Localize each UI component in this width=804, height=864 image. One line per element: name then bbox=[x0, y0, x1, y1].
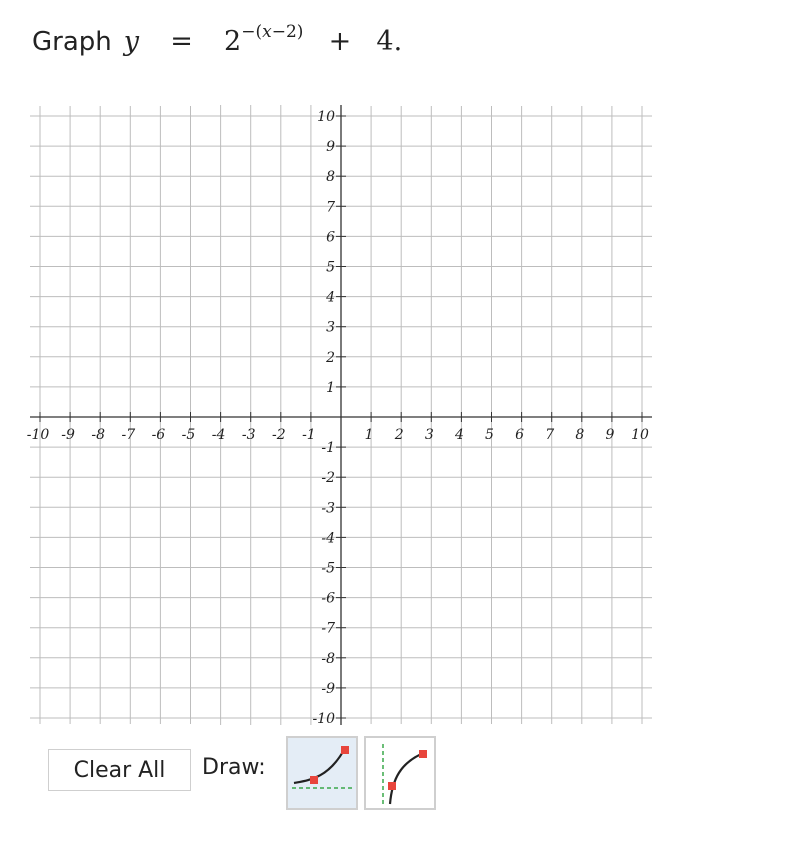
y-tick-label: 3 bbox=[326, 319, 335, 336]
x-tick-label: -1 bbox=[302, 427, 316, 443]
y-tick-label: 8 bbox=[326, 169, 335, 186]
eq-var-y: y bbox=[123, 26, 140, 57]
x-tick-label: 4 bbox=[454, 427, 464, 443]
y-tick-label: -1 bbox=[321, 440, 335, 457]
x-tick-label: -8 bbox=[91, 427, 106, 443]
exponential-tool-button[interactable] bbox=[286, 736, 358, 810]
y-tick-label: 9 bbox=[326, 139, 335, 156]
x-tick-label: 9 bbox=[605, 427, 615, 443]
y-tick-label: -4 bbox=[321, 530, 335, 547]
equation bbox=[124, 22, 402, 57]
x-tick-label: -6 bbox=[151, 427, 166, 443]
y-tick-label: 2 bbox=[326, 349, 335, 366]
y-tick-label: 6 bbox=[326, 229, 335, 246]
eq-equals: = bbox=[170, 26, 193, 57]
x-axis-labels bbox=[27, 427, 649, 443]
y-tick-label: -7 bbox=[321, 620, 335, 637]
logarithmic-tool-button[interactable] bbox=[364, 736, 436, 810]
eq-constant: 4 bbox=[376, 26, 394, 57]
y-tick-label: 4 bbox=[326, 289, 335, 306]
x-tick-label: 7 bbox=[545, 427, 555, 443]
eq-plus: + bbox=[328, 26, 352, 57]
y-tick-label: -10 bbox=[312, 711, 335, 727]
x-tick-label: 5 bbox=[485, 427, 494, 443]
x-tick-label: -3 bbox=[241, 427, 256, 443]
y-tick-label: -8 bbox=[321, 650, 335, 667]
x-tick-label: 2 bbox=[394, 427, 404, 443]
y-tick-label: -5 bbox=[321, 560, 335, 577]
x-tick-label: -4 bbox=[211, 427, 226, 443]
clear-all-button[interactable]: Clear All bbox=[48, 749, 191, 791]
exponential-curve-icon bbox=[288, 738, 356, 808]
eq-exp-prefix: −( bbox=[241, 22, 263, 42]
x-tick-label: -10 bbox=[26, 427, 50, 443]
question-prompt bbox=[32, 22, 402, 66]
eq-exponent bbox=[241, 22, 303, 42]
y-tick-label: -6 bbox=[321, 590, 335, 607]
draw-label: Draw: bbox=[202, 755, 266, 780]
y-tick-label: 7 bbox=[326, 199, 335, 216]
y-tick-label: 10 bbox=[317, 109, 335, 125]
eq-exp-suffix: −2) bbox=[271, 22, 304, 42]
y-tick-label: 1 bbox=[326, 379, 335, 396]
y-tick-label: -2 bbox=[321, 470, 335, 487]
y-axis-labels bbox=[312, 109, 335, 727]
x-tick-label: -5 bbox=[181, 427, 196, 443]
y-tick-label: -9 bbox=[321, 680, 335, 697]
x-tick-label: -7 bbox=[121, 427, 136, 443]
logarithmic-curve-icon bbox=[366, 738, 434, 808]
x-tick-label: 3 bbox=[424, 427, 434, 443]
y-tick-label: 5 bbox=[326, 259, 335, 276]
x-tick-label: 1 bbox=[364, 427, 374, 443]
x-tick-label: 8 bbox=[575, 427, 585, 443]
eq-exp-var: x bbox=[262, 22, 272, 42]
x-tick-label: -2 bbox=[271, 427, 286, 443]
x-tick-label: 10 bbox=[631, 427, 649, 443]
y-tick-label: -3 bbox=[321, 500, 335, 517]
eq-base: 2 bbox=[224, 26, 242, 57]
eq-period: . bbox=[393, 26, 403, 57]
question-verb: Graph bbox=[32, 27, 112, 57]
x-tick-label: 6 bbox=[515, 427, 525, 443]
coordinate-graph[interactable] bbox=[26, 100, 656, 730]
axes bbox=[30, 105, 652, 725]
x-tick-label: -9 bbox=[61, 427, 75, 443]
